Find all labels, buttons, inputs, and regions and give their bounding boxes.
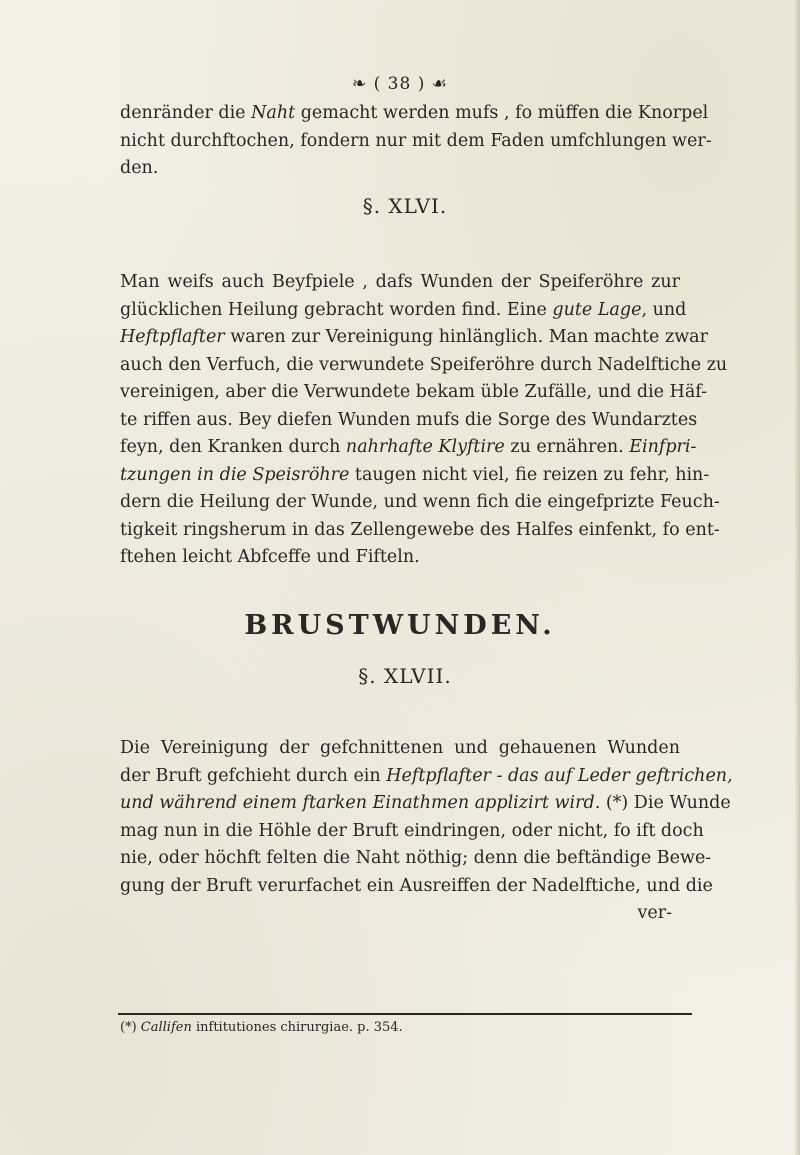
catchword: ver- bbox=[637, 903, 672, 923]
text-line: und während einem ftarken Einathmen applizirt wird. (*) Die Wunde bbox=[120, 793, 731, 813]
page-header bbox=[0, 74, 800, 94]
paragraph-1 bbox=[120, 100, 712, 183]
section-heading-46: §. XLVI. bbox=[362, 194, 448, 218]
text-line: auch den Verfuch, die verwundete Speiferöhre durch Nadelftiche zu bbox=[120, 354, 728, 375]
footnote: (*) Callifen inftitutiones chirurgiae. p. 354. bbox=[120, 1020, 403, 1035]
text-line: tzungen in die Speisröhre taugen nicht viel, fie reizen zu fehr, hin- bbox=[120, 464, 710, 485]
text-line: feyn, den Kranken durch nahrhafte Klyftire zu ernähren. Einfpri- bbox=[120, 437, 697, 457]
footnote-divider bbox=[118, 1013, 692, 1015]
text-line: tigkeit ringsherum in das Zellengewebe des Halfes einfenkt, fo ent- bbox=[120, 519, 720, 540]
chapter-title: BRUSTWUNDEN. bbox=[244, 610, 556, 641]
text-line: nie, oder höchft felten die Naht nöthig; denn die beftändige Bewe- bbox=[120, 848, 712, 868]
text-line: ftehen leicht Abfceffe und Fifteln. bbox=[120, 547, 420, 567]
paragraph-3 bbox=[120, 735, 733, 928]
text-line: mag nun in die Höhle der Bruft eindringen, oder nicht, fo ift doch bbox=[120, 820, 704, 841]
ornament-right-icon: ☙ bbox=[431, 74, 449, 94]
text-line: denränder die Naht gemacht werden mufs , fo müffen die Knorpel bbox=[120, 103, 709, 123]
section-heading-47: §. XLVII. bbox=[358, 664, 452, 688]
text-line: glücklichen Heilung gebracht worden find. Eine gute Lage, und bbox=[120, 299, 687, 320]
text-line: nicht durchftochen, fondern nur mit dem Faden umfchlungen wer- bbox=[120, 130, 712, 151]
text-line: gung der Bruft verurfachet ein Ausreiffen der Nadelftiche, und die bbox=[120, 875, 713, 896]
text-line: te riffen aus. Bey diefen Wunden mufs die Sorge des Wundarztes bbox=[120, 409, 698, 430]
ornament-left-icon: ❧ bbox=[351, 74, 368, 94]
page-edge-shadow bbox=[794, 0, 800, 1155]
page-number: ( 38 ) bbox=[373, 74, 426, 94]
text-line: Die Vereinigung der gefchnittenen und gehauenen Wunden bbox=[120, 738, 680, 758]
text-line: vereinigen, aber die Verwundete bekam üble Zufälle, und die Häf- bbox=[120, 382, 708, 402]
text-line: der Bruft gefchieht durch ein Heftpflafter - das auf Leder geftrichen, bbox=[120, 765, 733, 786]
text-line: Man weifs auch Beyfpiele , dafs Wunden der Speiferöhre zur bbox=[120, 272, 680, 292]
text-line: dern die Heilung der Wunde, und wenn fich die eingefprizte Feuch- bbox=[120, 492, 720, 512]
text-line: den. bbox=[120, 158, 159, 178]
text-line: Heftpflafter waren zur Vereinigung hinlänglich. Man machte zwar bbox=[120, 327, 708, 347]
paragraph-2 bbox=[120, 269, 728, 572]
